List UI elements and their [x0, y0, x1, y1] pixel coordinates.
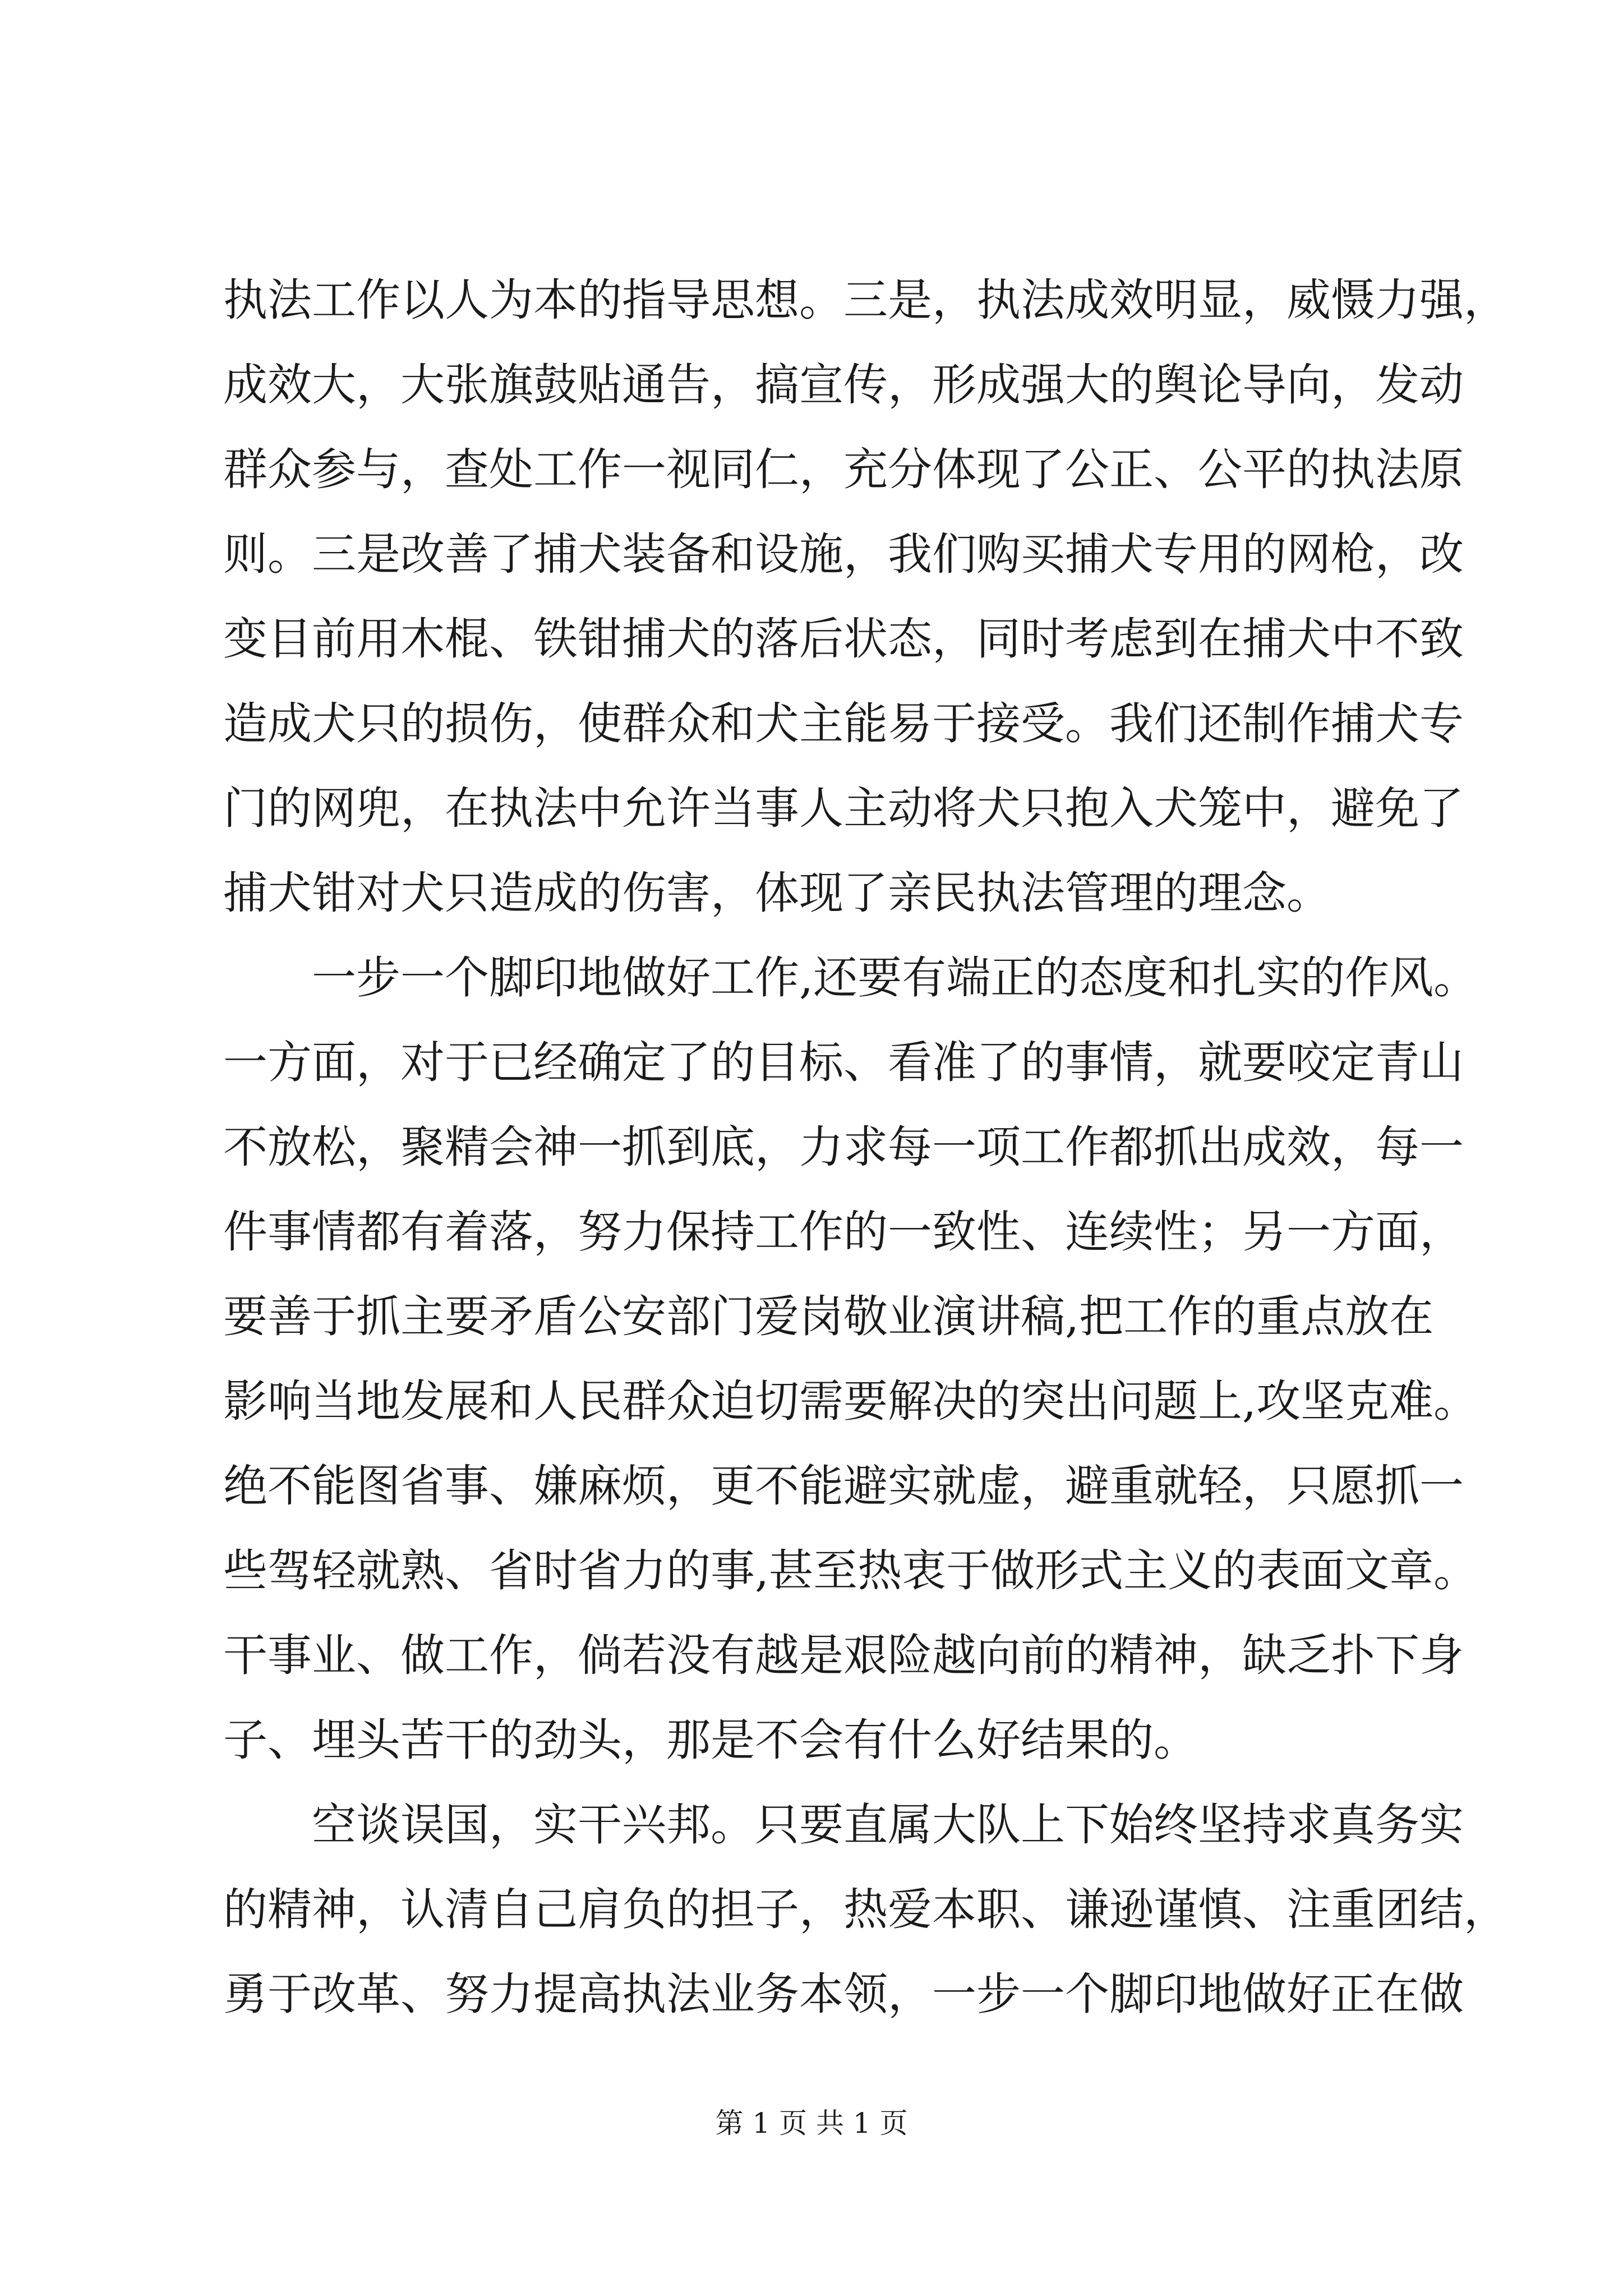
text-line: 些驾轻就熟、省时省力的事,甚至热衷于做形式主义的表面文章。: [223, 1545, 1478, 1596]
text-line: 则。三是改善了捕犬装备和设施，我们购买捕犬专用的网枪，改: [223, 528, 1464, 580]
text-line: 件事情都有着落，努力保持工作的一致性、连续性；另一方面，: [223, 1206, 1464, 1258]
text-line: 门的网兜，在执法中允许当事人主动将犬只抱入犬笼中，避免了: [223, 783, 1464, 834]
paragraph-3: [223, 1783, 1508, 2037]
text-line: 勇于改革、努力提高执法业务本领，一步一个脚印地做好正在做: [223, 1968, 1464, 2020]
text-line: 执法工作以人为本的指导思想。三是，执法成效明显，威慑力强，: [223, 274, 1508, 326]
text-line: 的精神，认清自己肩负的担子，热爱本职、谦逊谨慎、注重团结，: [223, 1884, 1508, 1935]
text-line: 要善于抓主要矛盾公安部门爱岗敬业演讲稿,把工作的重点放在: [223, 1291, 1434, 1342]
text-line: 造成犬只的损伤，使群众和犬主能易于接受。我们还制作捕犬专: [223, 698, 1464, 749]
text-line: 一方面，对于已经确定了的目标、看准了的事情，就要咬定青山: [223, 1037, 1464, 1088]
text-line: 绝不能图省事、嫌麻烦，更不能避实就虚，避重就轻，只愿抓一: [223, 1460, 1464, 1512]
text-line: 变目前用木棍、铁钳捕犬的落后状态，同时考虑到在捕犬中不致: [223, 613, 1464, 665]
body-text: [223, 258, 1508, 2037]
text-line: 干事业、做工作，倘若没有越是艰险越向前的精神，缺乏扑下身: [223, 1630, 1464, 1681]
paragraph-2: [223, 936, 1478, 1783]
text-line: 群众参与，查处工作一视同仁，充分体现了公正、公平的执法原: [223, 444, 1464, 495]
page-footer: 第 1 页 共 1 页: [715, 2107, 908, 2139]
text-line: 空谈误国，实干兴邦。只要直属大队上下始终坚持求真务实: [312, 1799, 1464, 1851]
text-line: 影响当地发展和人民群众迫切需要解决的突出问题上,攻坚克难。: [223, 1375, 1478, 1427]
text-line: 捕犬钳对犬只造成的伤害，体现了亲民执法管理的理念。: [223, 867, 1331, 919]
text-line: 子、埋头苦干的劲头，那是不会有什么好结果的。: [223, 1714, 1198, 1766]
paragraph-1: [223, 258, 1508, 936]
text-line: 不放松，聚精会神一抓到底，力求每一项工作都抓出成效，每一: [223, 1121, 1464, 1173]
text-line: 一步一个脚印地做好工作,还要有端正的态度和扎实的作风。: [312, 952, 1478, 1004]
text-line: 成效大，大张旗鼓贴通告，搞宣传，形成强大的舆论导向，发动: [223, 359, 1464, 411]
